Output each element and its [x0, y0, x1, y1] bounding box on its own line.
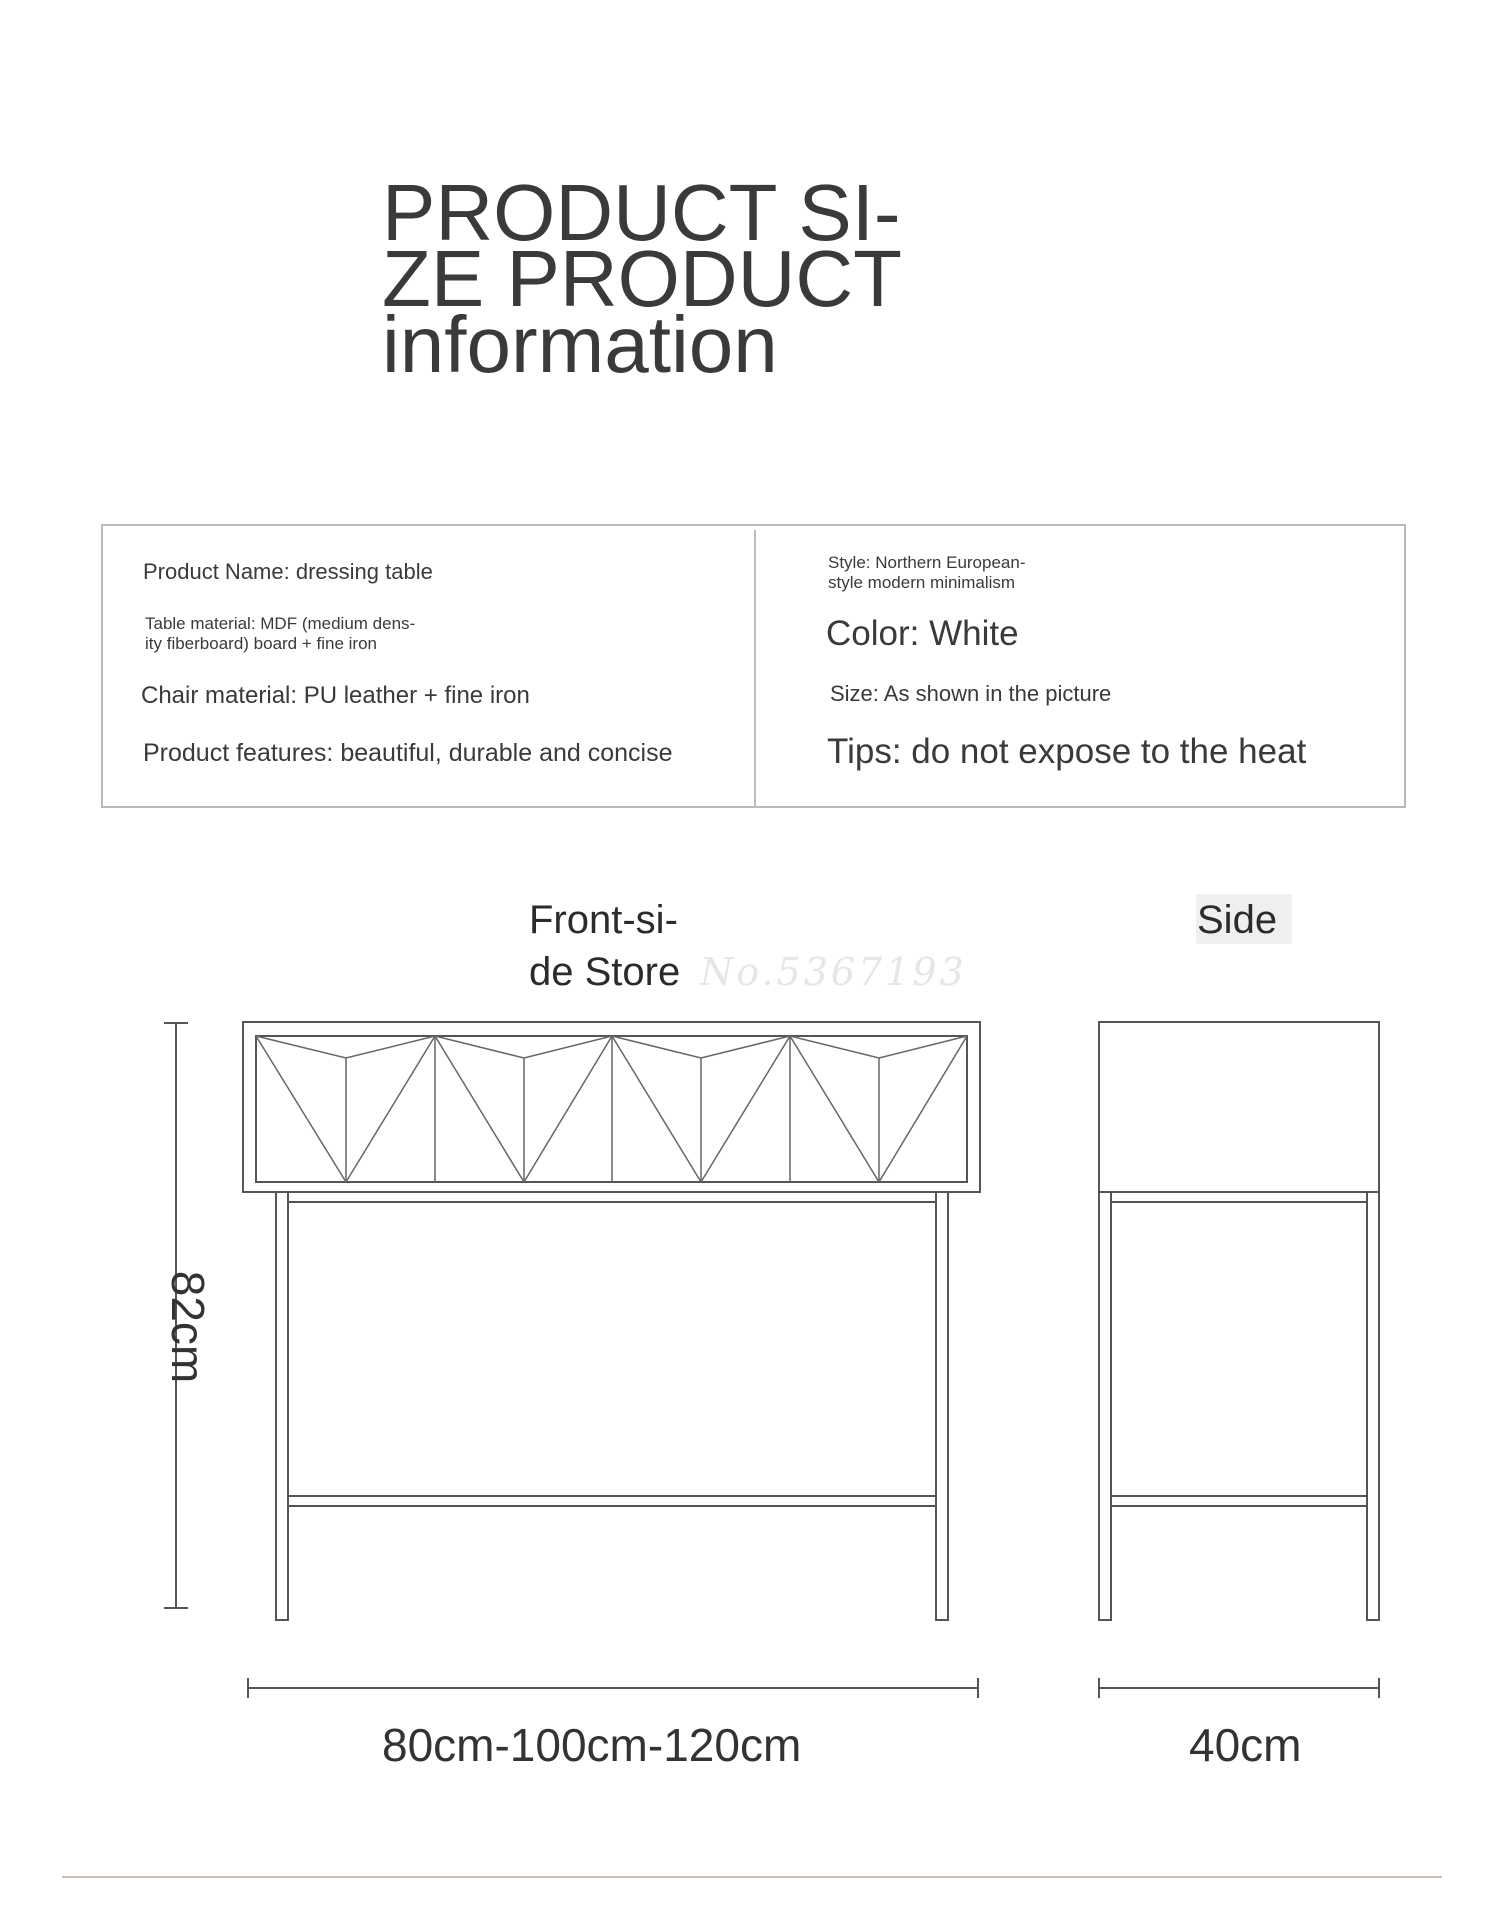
product-features-text: Product features: beautiful, durable and concise — [143, 739, 673, 767]
side-view-label: Side — [1197, 898, 1278, 942]
side-lower-rail — [1111, 1496, 1367, 1506]
depth-dimension-line — [1099, 1678, 1379, 1698]
width-dimension-line — [248, 1678, 978, 1698]
title-line-1: PRODUCT SI- — [382, 168, 901, 257]
color-text: Color: White — [826, 614, 1019, 653]
side-left-leg — [1099, 1192, 1111, 1620]
watermark-text: No.5367193 — [700, 950, 967, 994]
front-right-leg — [936, 1192, 948, 1620]
front-label-line-2: de Store — [529, 950, 681, 994]
table-material-line-1: Table material: MDF (medium dens- — [145, 614, 416, 633]
style-line-2: style modern minimalism — [828, 573, 1016, 592]
style-line-1: Style: Northern European- — [828, 553, 1026, 572]
side-tabletop — [1099, 1022, 1379, 1192]
table-material-line-2: ity fiberboard) board + fine iron — [145, 634, 377, 653]
front-label-line-1: Front-si- — [529, 898, 678, 942]
depth-dimension-text: 40cm — [1189, 1719, 1302, 1771]
height-dimension-text: 82cm — [162, 1270, 215, 1384]
front-lower-rail — [288, 1496, 936, 1506]
chair-material-text: Chair material: PU leather + fine iron — [141, 682, 530, 709]
front-left-leg — [276, 1192, 288, 1620]
side-view-table — [1099, 1022, 1379, 1620]
size-text: Size: As shown in the picture — [830, 681, 1112, 706]
front-view-table — [243, 1022, 980, 1620]
product-name-text: Product Name: dressing table — [143, 559, 433, 584]
geometric-drawer-pattern — [256, 1036, 967, 1182]
width-dimension-text: 80cm-100cm-120cm — [382, 1719, 802, 1771]
tips-text: Tips: do not expose to the heat — [827, 732, 1307, 771]
title-line-3: information — [382, 300, 778, 389]
title-line-2: ZE PRODUCT — [382, 234, 902, 323]
side-right-leg — [1367, 1192, 1379, 1620]
